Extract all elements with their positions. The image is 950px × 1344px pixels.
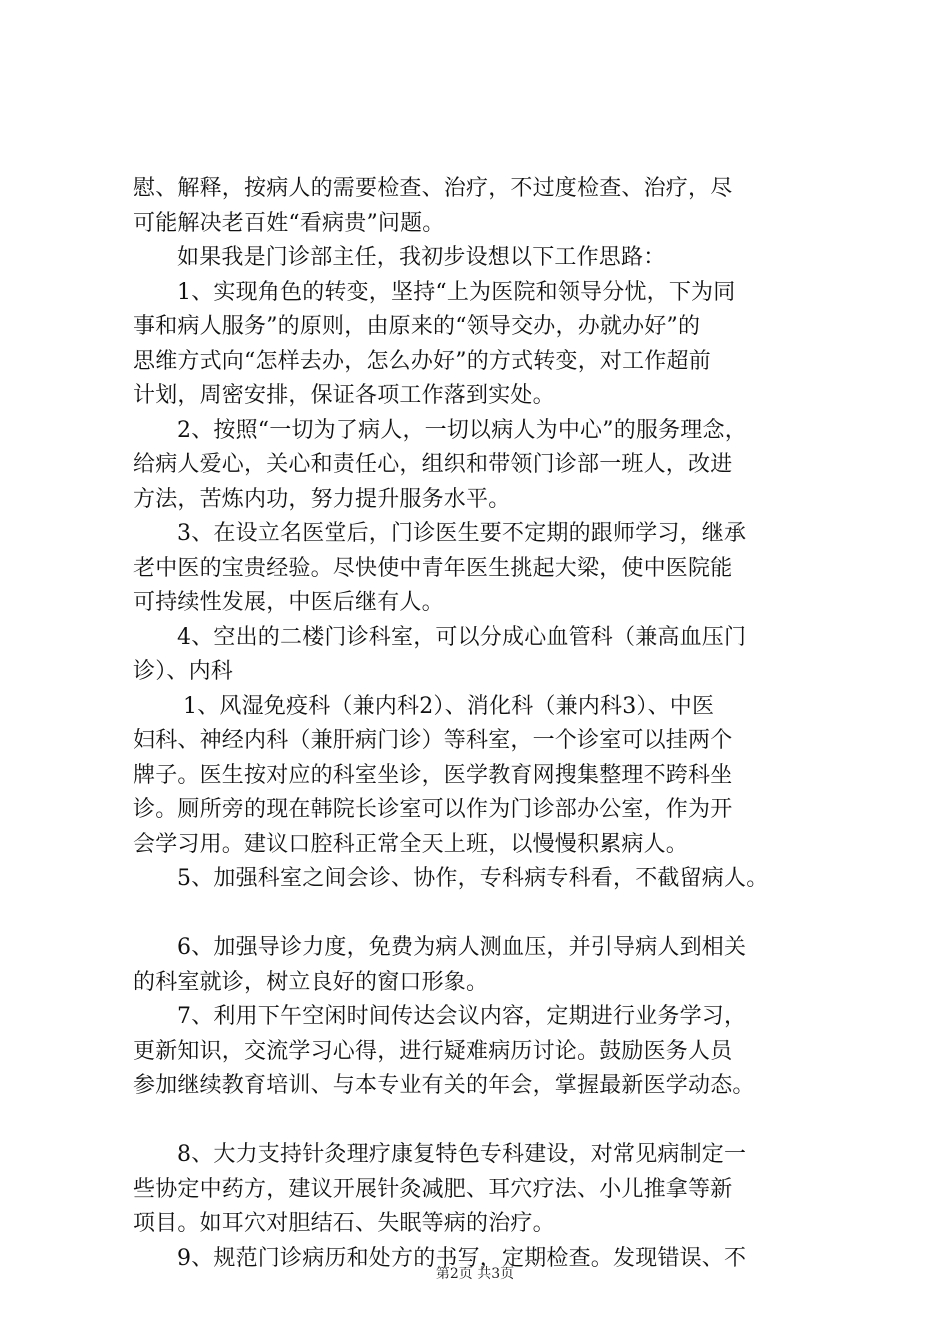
text-line: 事和病人服务”的原则，由原来的“领导交办，办就办好”的 bbox=[133, 314, 701, 339]
text-line: 诊。厕所旁的现在韩院长诊室可以作为门诊部办公室，作为开 bbox=[133, 797, 733, 822]
text-line: 些协定中药方，建议开展针灸减肥、耳穴疗法、小儿推拿等新 bbox=[133, 1176, 733, 1202]
paragraph-start-line: 8、大力支持针灸理疗康复特色专科建设，对常见病制定一 bbox=[177, 1142, 747, 1167]
text-line: 牌子。医生按对应的科室坐诊，医学教育网搜集整理不跨科坐 bbox=[133, 762, 733, 788]
text-line: 的科室就诊，树立良好的窗口形象。 bbox=[133, 969, 489, 995]
text-line: 可能解决老百姓“看病贵”问题。 bbox=[133, 210, 445, 236]
paragraph-start-line: 2、按照“一切为了病人，一切以病人为中心”的服务理念， bbox=[177, 417, 747, 443]
document-body bbox=[133, 172, 833, 1276]
paragraph-start-line: 9、规范门诊病历和处方的书写，定期检查。发现错误、不 bbox=[177, 1245, 747, 1271]
paragraph-start-line: 如果我是门诊部主任，我初步设想以下工作思路： bbox=[177, 245, 666, 270]
text-line: 给病人爱心，关心和责任心，组织和带领门诊部一班人，改进 bbox=[133, 452, 733, 477]
text-line: 老中医的宝贵经验。尽快使中青年医生挑起大梁，使中医院能 bbox=[133, 555, 733, 581]
paragraph-start-line: 5、加强科室之间会诊、协作，专科病专科看，不截留病人。 bbox=[177, 866, 769, 891]
paragraph-start-line: 7、利用下午空闲时间传达会议内容，定期进行业务学习， bbox=[177, 1004, 747, 1029]
paragraph-start-line: 1、实现角色的转变，坚持“上为医院和领导分忧，下为同 bbox=[177, 279, 736, 305]
blank-line bbox=[133, 897, 833, 932]
paragraph-start-line: 4、空出的二楼门诊科室，可以分成心血管科（兼高血压门 bbox=[177, 624, 747, 650]
paragraph-start-line: 3、在设立名医堂后，门诊医生要不定期的跟师学习，继承 bbox=[177, 521, 747, 546]
blank-line bbox=[133, 1104, 833, 1139]
text-line: 诊）、内科 bbox=[133, 659, 234, 684]
text-line: 可持续性发展，中医后继有人。 bbox=[133, 590, 444, 615]
text-line: 方法，苦炼内功，努力提升服务水平。 bbox=[133, 486, 511, 512]
text-line: 会学习用。建议口腔科正常全天上班，以慢慢积累病人。 bbox=[133, 831, 689, 857]
paragraph-start-line: 1、风湿免疫科（兼内科2）、消化科（兼内科3）、中医 bbox=[183, 693, 715, 719]
text-line: 计划，周密安排，保证各项工作落到实处。 bbox=[133, 383, 555, 408]
text-line: 慰、解释，按病人的需要检查、治疗，不过度检查、治疗，尽 bbox=[133, 176, 733, 201]
text-line: 思维方式向“怎样去办，怎么办好”的方式转变，对工作超前 bbox=[133, 348, 711, 374]
text-line: 更新知识，交流学习心得，进行疑难病历讨论。鼓励医务人员 bbox=[133, 1038, 733, 1064]
text-line: 项目。如耳穴对胆结石、失眠等病的治疗。 bbox=[133, 1211, 555, 1236]
page-footer: 第2页 共3页 bbox=[435, 1266, 515, 1282]
text-line: 参加继续教育培训、与本专业有关的年会，掌握最新医学动态。 bbox=[133, 1073, 755, 1098]
text-line: 妇科、神经内科（兼肝病门诊）等科室，一个诊室可以挂两个 bbox=[133, 728, 733, 753]
paragraph-start-line: 6、加强导诊力度，免费为病人测血压，并引导病人到相关 bbox=[177, 935, 747, 960]
